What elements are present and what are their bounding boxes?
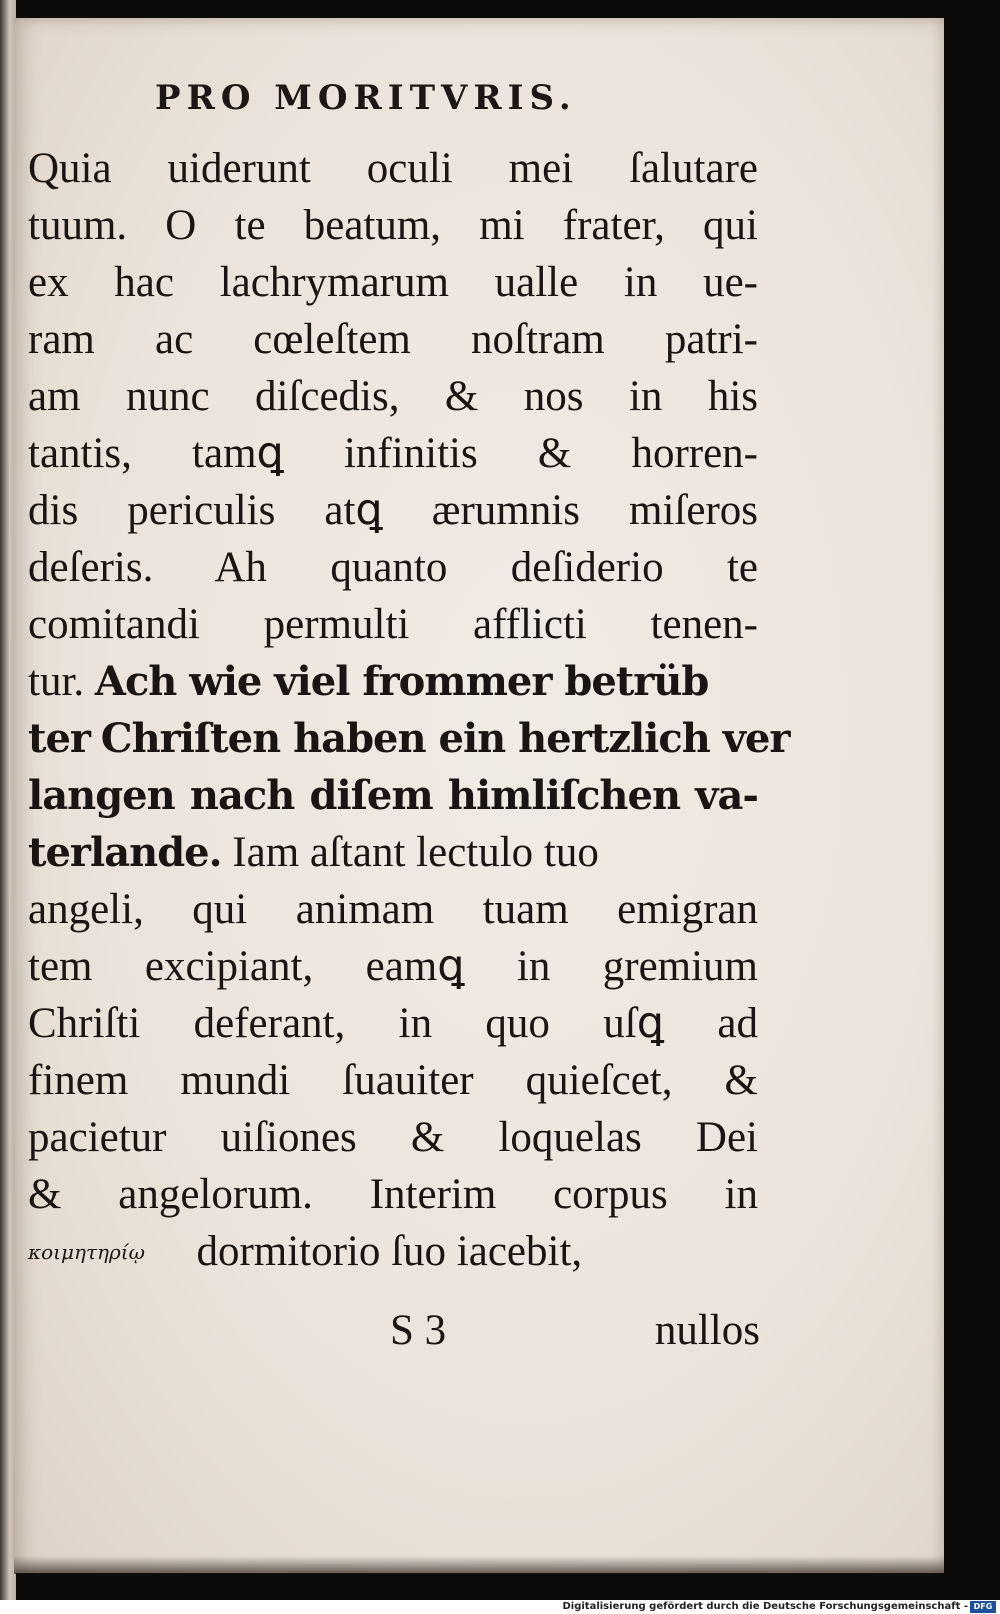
- latin-end: dormitorio ſuo iacebit,: [196, 1228, 583, 1275]
- text-line-17: finem mundi ſuauiter quieſcet, &: [28, 1057, 758, 1104]
- text-line-10: [28, 653, 758, 711]
- greek-gloss: κοιμητηρίῳ: [28, 1240, 145, 1264]
- footer-credit: Digitalisierung gefördert durch die Deutsche Forschungsgemeinschaft -: [562, 1601, 968, 1612]
- signature-mark: S 3: [390, 1307, 447, 1354]
- text-line-4: ram ac cœleſtem noſtram patri-: [28, 316, 758, 363]
- latin-fragment: tur.: [28, 658, 85, 705]
- catchline: [390, 1302, 760, 1360]
- latin-resume: Iam aſtant lectulo tuo: [232, 829, 599, 876]
- text-line-12: langen nach diſem himliſchen va-: [28, 772, 758, 819]
- text-line-14: angeli, qui animam tuam emigran: [28, 886, 758, 933]
- catchword: nullos: [654, 1307, 760, 1354]
- text-line-15: tem excipiant, eamꝗ in gremium: [28, 943, 758, 990]
- text-line-11: [28, 710, 790, 768]
- text-line-2: tuum. O te beatum, mi frater, qui: [28, 202, 758, 249]
- text-line-19: & angelorum. Interim corpus in: [28, 1171, 758, 1218]
- text-line-5: am nunc diſcedis, & nos in his: [28, 373, 758, 420]
- text-line-6: tantis, tamꝗ infinitis & horren-: [28, 430, 758, 477]
- german-blackletter-ter: ter: [28, 715, 90, 762]
- text-line-8: deſeris. Ah quanto deſiderio te: [28, 544, 758, 591]
- text-line-1: Quia uiderunt oculi mei ſalutare: [28, 145, 758, 192]
- text-line-13: [28, 824, 758, 882]
- dfg-logo: DFG: [970, 1601, 996, 1613]
- text-line-16: Chriſti deferant, in quo uſꝗ ad: [28, 1000, 758, 1047]
- german-blackletter-2: Chriſten haben ein hertzlich ver: [100, 715, 790, 762]
- running-head: PRO MORITVRIS.: [155, 78, 577, 118]
- text-line-3: ex hac lachrymarum ualle in ue-: [28, 259, 758, 306]
- text-line-7: dis periculis atꝗ ærumnis miſeros: [28, 487, 758, 534]
- text-line-20: [28, 1223, 758, 1281]
- text-line-9: comitandi permulti afflicti tenen-: [28, 601, 758, 648]
- german-blackletter-1: Ach wie viel frommer betrüb: [94, 658, 709, 705]
- page-bottom-shadow: [14, 1556, 944, 1574]
- text-line-18: pacietur uiſiones & loquelas Dei: [28, 1114, 758, 1161]
- german-blackletter-3: terlande.: [28, 829, 222, 876]
